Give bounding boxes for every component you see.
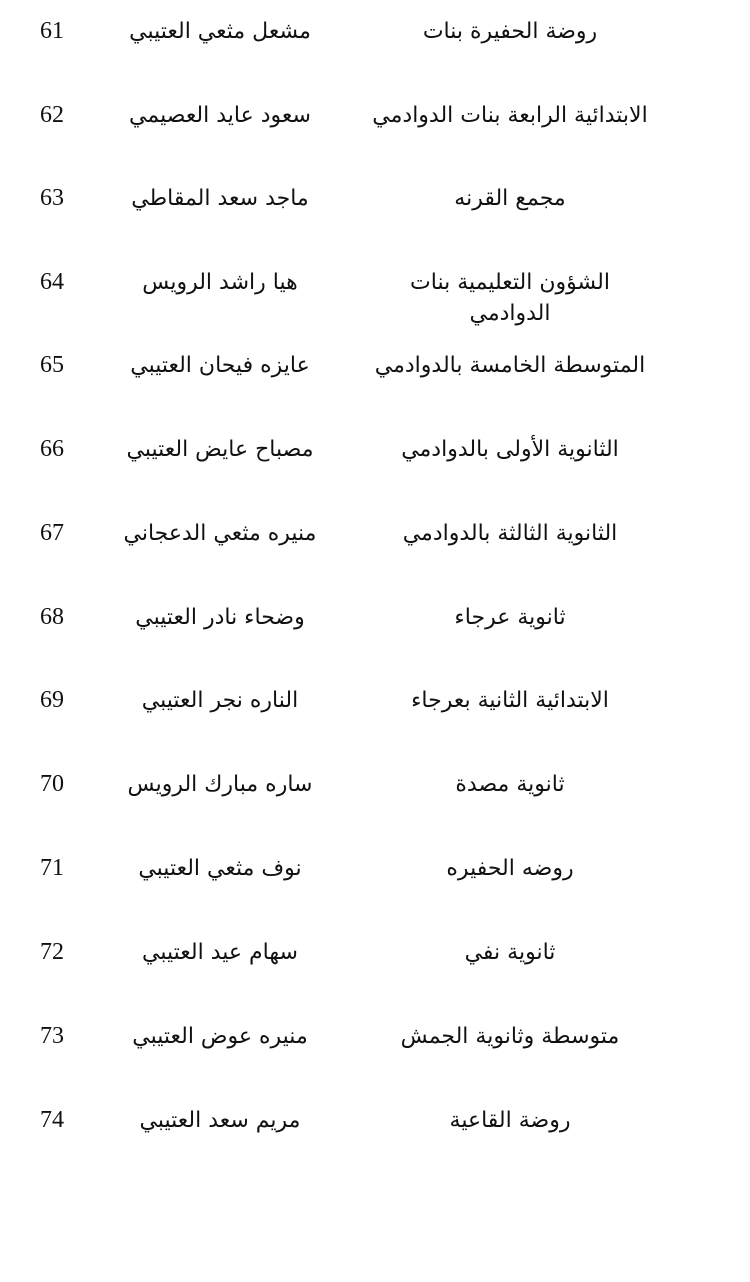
person-name: هيا راشد الرويس [142, 270, 298, 295]
row-number: 71 [40, 855, 64, 881]
school-name: روضة القاعية [449, 1108, 571, 1133]
row-number: 64 [40, 269, 64, 295]
school-name: الابتدائية الرابعة بنات الدوادمي [372, 103, 648, 128]
school-name: روضة الحفيرة بنات [422, 19, 598, 44]
row-number: 63 [40, 185, 64, 211]
table-row [0, 853, 750, 937]
table-row [0, 518, 750, 602]
table-row [0, 16, 750, 100]
row-number: 72 [40, 939, 64, 965]
row-number: 65 [40, 352, 64, 378]
school-name: مجمع القرنه [454, 186, 566, 211]
row-number: 66 [40, 436, 64, 462]
school-name: الثانوية الأولى بالدوادمي [401, 437, 619, 462]
school-name: متوسطة وثانوية الجمش [400, 1024, 620, 1049]
table-row [0, 267, 750, 351]
school-name: المتوسطة الخامسة بالدوادمي [374, 353, 646, 378]
person-name: منيره مثعي الدعجاني [123, 521, 317, 546]
school-name: ثانوية نفي [464, 940, 556, 965]
row-number: 74 [40, 1107, 64, 1133]
table-row [0, 602, 750, 686]
person-name: وضحاء نادر العتيبي [135, 605, 305, 630]
person-name: منيره عوض العتيبي [132, 1024, 308, 1049]
table-row [0, 100, 750, 184]
school-name: روضه الحفيره [446, 856, 574, 881]
school-name: ثانوية عرجاء [454, 605, 566, 630]
person-name: ماجد سعد المقاطي [131, 186, 309, 211]
school-name: ثانوية مصدة [455, 772, 565, 797]
person-name: سهام عيد العتيبي [142, 940, 298, 965]
school-name: الشؤون التعليمية بنات الدوادمي [410, 270, 610, 326]
table-row [0, 769, 750, 853]
row-number: 68 [40, 604, 64, 630]
person-name: مصباح عايض العتيبي [126, 437, 314, 462]
table-row [0, 183, 750, 267]
person-name: نوف مثعي العتيبي [138, 856, 302, 881]
person-name: عايزه فيحان العتيبي [130, 353, 310, 378]
row-number: 69 [40, 687, 64, 713]
row-number: 70 [40, 771, 64, 797]
table-row [0, 1105, 750, 1189]
table-row [0, 350, 750, 434]
person-name: مريم سعد العتيبي [139, 1108, 301, 1133]
row-number: 61 [40, 18, 64, 44]
row-number: 73 [40, 1023, 64, 1049]
person-name: ساره مبارك الرويس [127, 772, 313, 797]
table-row [0, 434, 750, 518]
person-name: مشعل مثعي العتيبي [129, 19, 311, 44]
school-name: الابتدائية الثانية بعرجاء [411, 688, 609, 713]
person-name: الناره نجر العتيبي [141, 688, 299, 713]
row-number: 67 [40, 520, 64, 546]
person-name: سعود عايد العصيمي [129, 103, 311, 128]
table-row [0, 937, 750, 1021]
school-name: الثانوية الثالثة بالدوادمي [402, 521, 618, 546]
table-row [0, 1021, 750, 1105]
table-row [0, 685, 750, 769]
row-number: 62 [40, 102, 64, 128]
